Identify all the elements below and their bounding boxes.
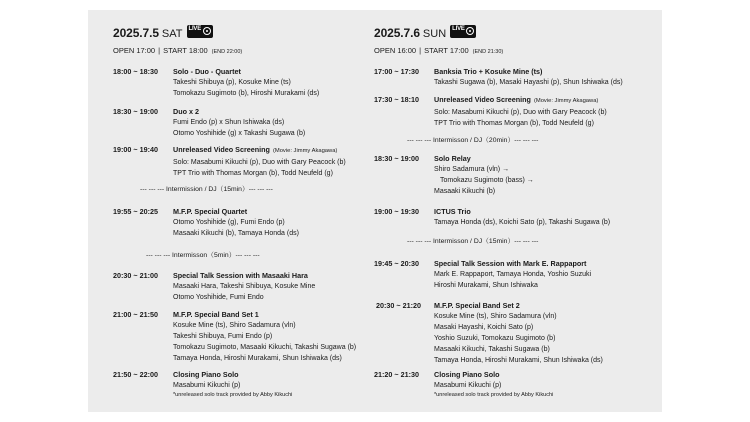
record-circle-icon — [466, 27, 474, 35]
performer-line: Fumi Endo (p) x Shun Ishiwaka (ds) — [173, 119, 285, 126]
performer-line: Otomo Yoshihide, Fumi Endo — [173, 294, 264, 301]
day-header — [113, 24, 213, 42]
performer-line: TPT Trio with Thomas Morgan (b), Todd Neufeld (g) — [173, 170, 333, 177]
live-badge-label: LIVE — [452, 25, 465, 32]
performer-line: Masabumi Kikuchi (p) — [173, 382, 241, 389]
slot-title: M.F.P. Special Band Set 2 — [434, 301, 520, 310]
performer-line: Solo: Masabumi Kikuchi (p), Duo with Gary Peacock (b) — [434, 109, 607, 116]
footnote: *unreleased solo track provided by Abby Kikuchi — [434, 392, 554, 398]
end-time: (END 21:30) — [472, 49, 504, 55]
slot-title — [173, 144, 375, 157]
performer-line: Otomo Yoshihide (g), Fumi Endo (p) — [173, 219, 285, 226]
open-start-line — [374, 46, 503, 55]
open-start-line — [113, 46, 242, 55]
performer-line: Masaaki Kikuchi (b) — [434, 188, 496, 195]
performer-line: Yoshio Suzuki, Tomokazu Sugimoto (b) — [434, 335, 556, 342]
live-badge-label: LIVE — [188, 25, 202, 32]
performer-line: Tomokazu Sugimoto, Masaaki Kikuchi, Takashi Sugawa (b) — [173, 344, 357, 351]
schedule-sheet — [88, 10, 662, 412]
day-weekday: SUN — [422, 28, 447, 40]
performer-line: Masaki Hayashi, Koichi Sato (p) — [434, 324, 534, 331]
performer-line: Masaaki Hara, Takeshi Shibuya, Kosuke Mine — [173, 283, 316, 290]
slot-title: Special Talk Session with Masaaki Hara — [173, 271, 308, 280]
slot-title — [434, 94, 646, 107]
start-time: START 18:00 — [163, 46, 208, 55]
performer-line: Takeshi Shibuya, Fumi Endo (p) — [173, 333, 273, 340]
slot-title: M.F.P. Special Quartet — [173, 207, 248, 216]
slot-note: (Movie: Jimmy Akagawa) — [533, 98, 599, 104]
record-circle-icon — [203, 27, 211, 35]
performer-line: Shiro Sadamura (vln) → — [434, 166, 510, 173]
performer-line: Solo: Masabumi Kikuchi (p), Duo with Gary Peacock (b) — [173, 159, 346, 166]
slot-title: Closing Piano Solo — [434, 370, 500, 379]
performer-line: Otomo Yoshihide (g) x Takashi Sugawa (b) — [173, 130, 306, 137]
intermission: --- --- --- Intermisson / DJ（20min）--- --- --- — [407, 137, 539, 144]
slot-title: ICTUS Trio — [434, 207, 471, 216]
start-time: START 17:00 — [424, 46, 469, 55]
slot-title: Closing Piano Solo — [173, 370, 239, 379]
live-badge-icon — [187, 25, 213, 38]
slot-time: 20:30 ~ 21:00 — [113, 271, 158, 280]
slot-time: 18:30 ~ 19:00 — [374, 154, 419, 163]
slot-time: 17:00 ~ 17:30 — [374, 67, 419, 76]
performer-line: TPT Trio with Thomas Morgan (b), Todd Neufeld (g) — [434, 120, 594, 127]
slot-time: 20:30 ~ 21:20 — [376, 301, 421, 310]
live-badge-icon — [450, 25, 476, 38]
slot-time: 18:30 ~ 19:00 — [113, 107, 158, 116]
separator: | — [419, 46, 422, 55]
end-time: (END 22:00) — [211, 49, 243, 55]
slot-time: 21:00 ~ 21:50 — [113, 310, 158, 319]
slot-time: 21:20 ~ 21:30 — [374, 370, 419, 379]
intermission: --- --- --- Intermisson / DJ（15min）--- --- --- — [407, 238, 539, 245]
slot-time: 18:00 ~ 18:30 — [113, 67, 158, 76]
slot-time: 21:50 ~ 22:00 — [113, 370, 158, 379]
footnote: *unreleased solo track provided by Abby Kikuchi — [173, 392, 293, 398]
slot-title-text: Unreleased Video Screening — [434, 95, 531, 104]
performer-line: Masabumi Kikuchi (p) — [434, 382, 502, 389]
intermission: --- --- --- Intermisson（5min）--- --- --- — [146, 252, 260, 259]
performer-line: Tomokazu Sugimoto (b), Hiroshi Murakami (ds) — [173, 90, 320, 97]
performer-line: Masaaki Kikuchi (b), Tamaya Honda (ds) — [173, 230, 299, 237]
slot-time: 17:30 ~ 18:10 — [374, 95, 419, 104]
slot-time: 19:45 ~ 20:30 — [374, 259, 419, 268]
open-time: OPEN 17:00 — [113, 46, 156, 55]
day-date: 2025.7.6 — [374, 26, 420, 40]
performer-line: Tamaya Honda, Hiroshi Murakami, Shun Ishiwaka (ds) — [434, 357, 603, 364]
intermission: --- --- --- Intermission / DJ（15min）--- --- --- — [140, 186, 273, 193]
slot-title: Solo - Duo - Quartet — [173, 67, 241, 76]
performer-line: Tomokazu Sugimoto (bass) → — [440, 177, 534, 184]
slot-note: (Movie: Jimmy Akagawa) — [272, 148, 338, 154]
slot-title: Solo Relay — [434, 154, 471, 163]
slot-time: 19:55 ~ 20:25 — [113, 207, 158, 216]
day-date: 2025.7.5 — [113, 26, 159, 40]
performer-line: Kosuke Mine (ts), Shiro Sadamura (vln) — [434, 313, 557, 320]
performer-line: Takeshi Shibuya (p), Kosuke Mine (ts) — [173, 79, 291, 86]
open-time: OPEN 16:00 — [374, 46, 417, 55]
day-column-sun — [374, 10, 646, 412]
day-weekday: SAT — [161, 28, 183, 40]
performer-line: Tamaya Honda, Hiroshi Murakami, Shun Ishiwaka (ds) — [173, 355, 342, 362]
performer-line: Tamaya Honda (ds), Koichi Sato (p), Takashi Sugawa (b) — [434, 219, 611, 226]
slot-time: 19:00 ~ 19:30 — [374, 207, 419, 216]
performer-line: Hiroshi Murakami, Shun Ishiwaka — [434, 282, 538, 289]
slot-title: Banksia Trio + Kosuke Mine (ts) — [434, 67, 543, 76]
slot-time: 19:00 ~ 19:40 — [113, 145, 158, 154]
performer-line: Masaaki Kikuchi, Takashi Sugawa (b) — [434, 346, 550, 353]
slot-title-text: Unreleased Video Screening — [173, 145, 270, 154]
performer-line: Takashi Sugawa (b), Masaki Hayashi (p), Shun Ishiwaka (ds) — [434, 79, 623, 86]
slot-title: Duo x 2 — [173, 107, 199, 116]
slot-title: M.F.P. Special Band Set 1 — [173, 310, 259, 319]
separator: | — [158, 46, 161, 55]
day-header — [374, 24, 476, 42]
day-column-sat — [113, 10, 375, 412]
slot-title: Special Talk Session with Mark E. Rappaport — [434, 259, 587, 268]
performer-line: Kosuke Mine (ts), Shiro Sadamura (vln) — [173, 322, 296, 329]
performer-line: Mark E. Rappaport, Tamaya Honda, Yoshio Suzuki — [434, 271, 592, 278]
